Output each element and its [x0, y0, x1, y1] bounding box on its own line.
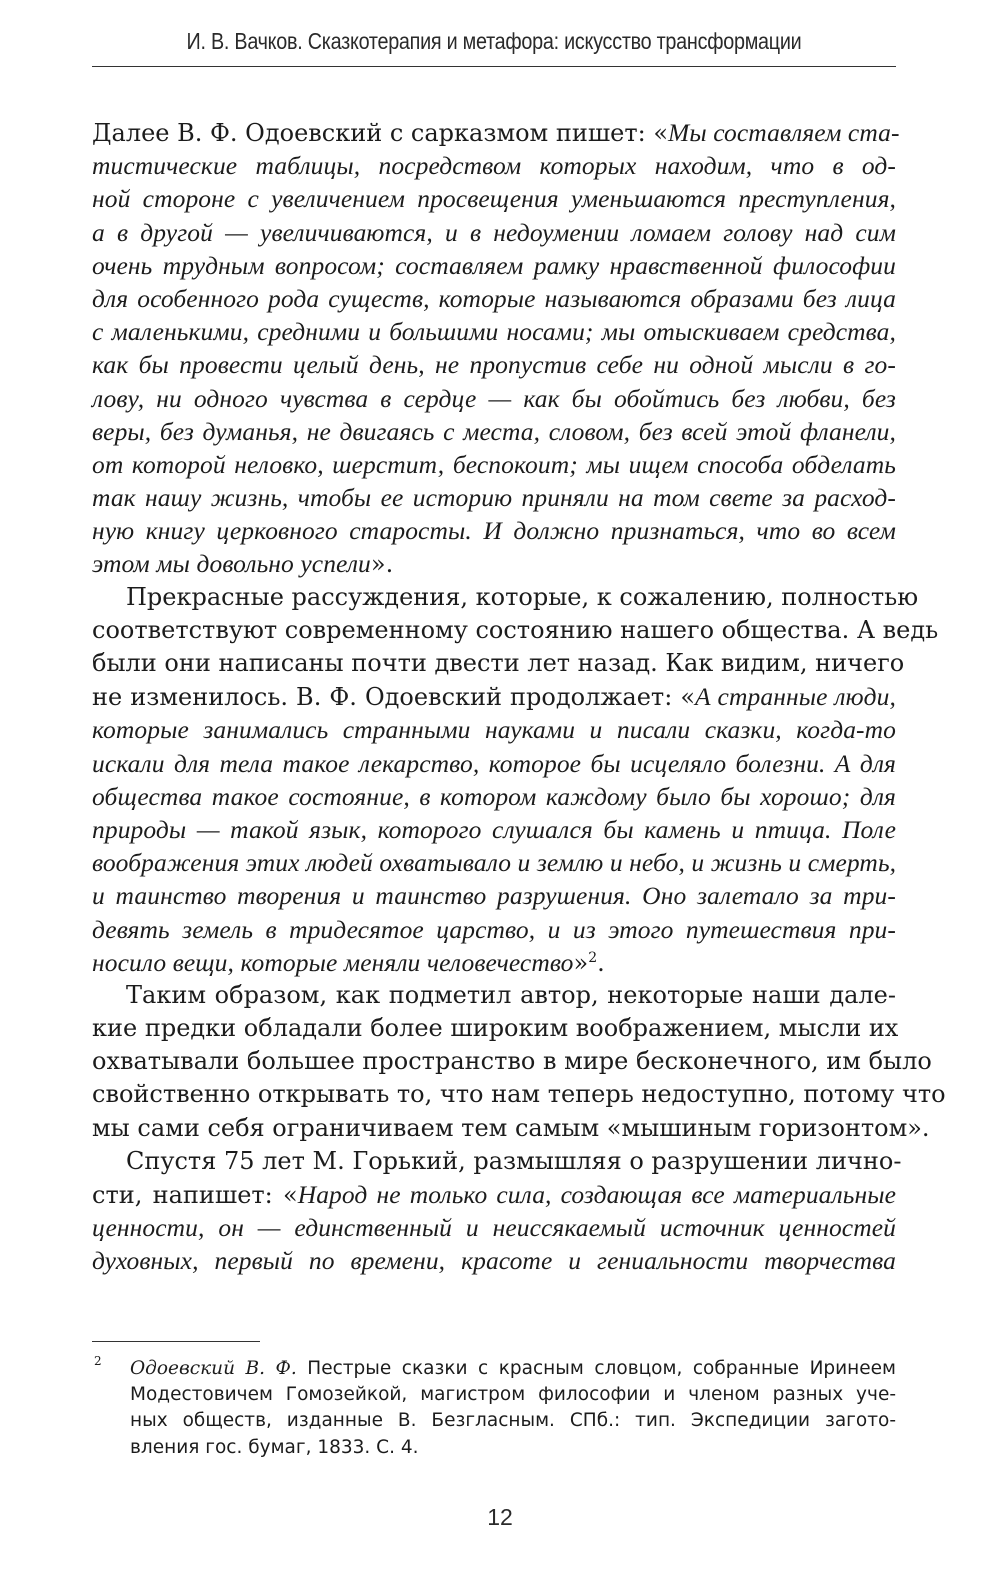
text-run: .	[597, 948, 605, 977]
text-line	[92, 514, 896, 547]
page-number: 12	[487, 1504, 513, 1530]
quote-text: Одоевский В. Ф.	[130, 1358, 297, 1379]
text-line	[92, 282, 896, 315]
text-run: Спустя 75 лет М. Горький, размышляя о разрушении лично-	[126, 1146, 902, 1175]
quote-text: Народ не только сила, создающая все материальные	[297, 1180, 896, 1209]
quote-text: веры, без думанья, не двигаясь с места, словом, без всей этой фланели,	[92, 416, 896, 446]
quote-text: которые занимались странными науками и писали сказки, когда-то	[92, 715, 896, 745]
text-line	[92, 1244, 896, 1277]
text-line	[92, 979, 896, 1012]
running-header: И. В. Вачков. Сказкотерапия и метафора: искусство трансформации	[186, 28, 802, 54]
footnote-rule	[92, 1341, 260, 1342]
quote-text: лову, ни одного чувства в сердце — как бы обойтись без любви, без	[92, 383, 896, 413]
text-line	[92, 1045, 932, 1078]
text-line	[92, 382, 896, 415]
text-run: мы сами себя ограничиваем тем самым «мышиным горизонтом».	[92, 1113, 930, 1142]
quote-text: природы — такой язык, которого слушался бы камень и птица. Поле	[92, 814, 896, 844]
quote-text: ную книгу церковного старосты. И должно признаться, что во всем	[92, 516, 896, 546]
text-line	[92, 614, 939, 647]
footnote-ref: 2	[588, 949, 598, 966]
quote-text: очень трудным вопросом; составляем рамку нравственной философии	[92, 250, 896, 280]
footnote-line	[130, 1435, 896, 1461]
text-run: »	[573, 948, 589, 977]
quote-text: Мы составляем ста-	[668, 118, 900, 147]
footnote-line	[130, 1356, 896, 1382]
quote-text: а в другой — увеличиваются, и в недоумении ломаем голову над сим	[92, 217, 896, 247]
text-line	[92, 149, 896, 182]
text-line	[92, 1012, 899, 1045]
text-line	[92, 547, 896, 580]
quote-text: общества такое состояние, в котором каждому было бы хорошо; для	[92, 781, 896, 811]
quote-text: так нашу жизнь, чтобы ее историю приняли на том свете за расход-	[92, 483, 896, 513]
text-run: не изменилось. В. Ф. Одоевский продолжает: «	[92, 683, 695, 712]
text-run: кие предки обладали более широким воображением, мысли их	[92, 1014, 899, 1043]
text-line	[92, 647, 905, 680]
text-run: Таким образом, как подметил автор, некоторые наши дале-	[126, 980, 896, 1009]
text-run: Пестрые сказки с красным словцом, собранные Иринеем	[296, 1358, 896, 1379]
quote-text: искали для тела такое лекарство, которое бы исцеляло болезни. А для	[92, 748, 896, 778]
quote-text: для особенного рода существ, которые называются образами без лица	[92, 283, 896, 313]
text-run: Прекрасные рассуждения, которые, к сожалению, полностью	[126, 582, 919, 611]
quote-text: как бы провести целый день, не пропустив себе ни одной мысли в го-	[92, 350, 896, 380]
text-line	[92, 415, 896, 448]
text-run: вления гос. бумаг, 1833. С. 4.	[130, 1436, 419, 1458]
text-line	[92, 1112, 930, 1145]
text-line	[92, 581, 919, 614]
footnote-body	[130, 1356, 896, 1461]
text-line	[92, 116, 900, 149]
text-line	[92, 846, 896, 879]
footnote	[92, 1356, 896, 1461]
text-line	[92, 182, 896, 215]
text-run: сти, напишет: «	[92, 1181, 298, 1209]
quote-text: ной стороне с увеличением просвещения уменьшаются преступления,	[92, 184, 896, 214]
quote-text: от которой неловко, шерстит, беспокоит; мы ищем способа обделать	[92, 449, 896, 479]
text-line	[92, 713, 896, 746]
text-line	[92, 481, 896, 514]
footnote-number: 2	[94, 1354, 102, 1368]
quote-text: А странные люди,	[695, 682, 896, 712]
text-run: охватывали большее пространство в мире бесконечного, им было	[92, 1047, 932, 1076]
text-run: ных обществ, изданные В. Безгласным. СПб.: тип. Экспедиции загото-	[130, 1410, 896, 1432]
text-run: свойственно открывать то, что нам теперь недоступно, потому что	[92, 1080, 946, 1109]
text-line	[92, 813, 896, 846]
text-run: ».	[370, 550, 394, 579]
quote-text: тистические таблицы, посредством которых находим, что в од-	[92, 151, 896, 181]
quote-text: носило вещи, которые меняли человечество	[92, 947, 574, 977]
text-line	[92, 780, 896, 813]
text-line	[92, 879, 896, 912]
quote-text: с маленькими, средними и большими носами; мы отыскиваем средства,	[92, 317, 896, 347]
text-run: были они написаны почти двести лет назад. Как видим, ничего	[92, 649, 905, 677]
footnote-line	[130, 1408, 896, 1434]
quote-text: и таинство творения и таинство разрушения. Оно залетало за три-	[92, 881, 896, 911]
text-run: Далее В. Ф. Одоевский с сарказмом пишет: «	[92, 119, 669, 147]
quote-text: ценности, он — единственный и неиссякаемый источник ценностей	[92, 1213, 896, 1243]
text-line	[92, 249, 896, 282]
quote-text: девять земель в тридесятое царство, и из этого путешествия при-	[92, 914, 896, 944]
quote-text: воображения этих людей охватывало и землю и небо, и жизнь и смерть,	[92, 848, 897, 878]
text-line	[92, 1211, 896, 1244]
text-line	[92, 448, 896, 481]
header-rule	[92, 66, 896, 67]
text-run: соответствуют современному состоянию нашего общества. А ведь	[92, 615, 939, 644]
footnote-line	[130, 1382, 896, 1408]
quote-text: духовных, первый по времени, красоте и гениальности творчества	[92, 1246, 896, 1276]
text-line	[92, 946, 896, 979]
text-line	[92, 216, 896, 249]
text-line	[92, 747, 896, 780]
quote-text: этом мы довольно успели	[92, 549, 371, 579]
text-line	[92, 315, 896, 348]
main-text	[92, 116, 946, 1278]
text-line	[92, 348, 896, 381]
text-run: Модестовичем Гомозейкой, магистром философии и членом разных уче-	[130, 1384, 896, 1406]
text-line	[92, 1145, 902, 1178]
text-line	[92, 913, 896, 946]
text-line	[92, 680, 896, 713]
text-line	[92, 1078, 946, 1111]
text-line	[92, 1178, 896, 1211]
